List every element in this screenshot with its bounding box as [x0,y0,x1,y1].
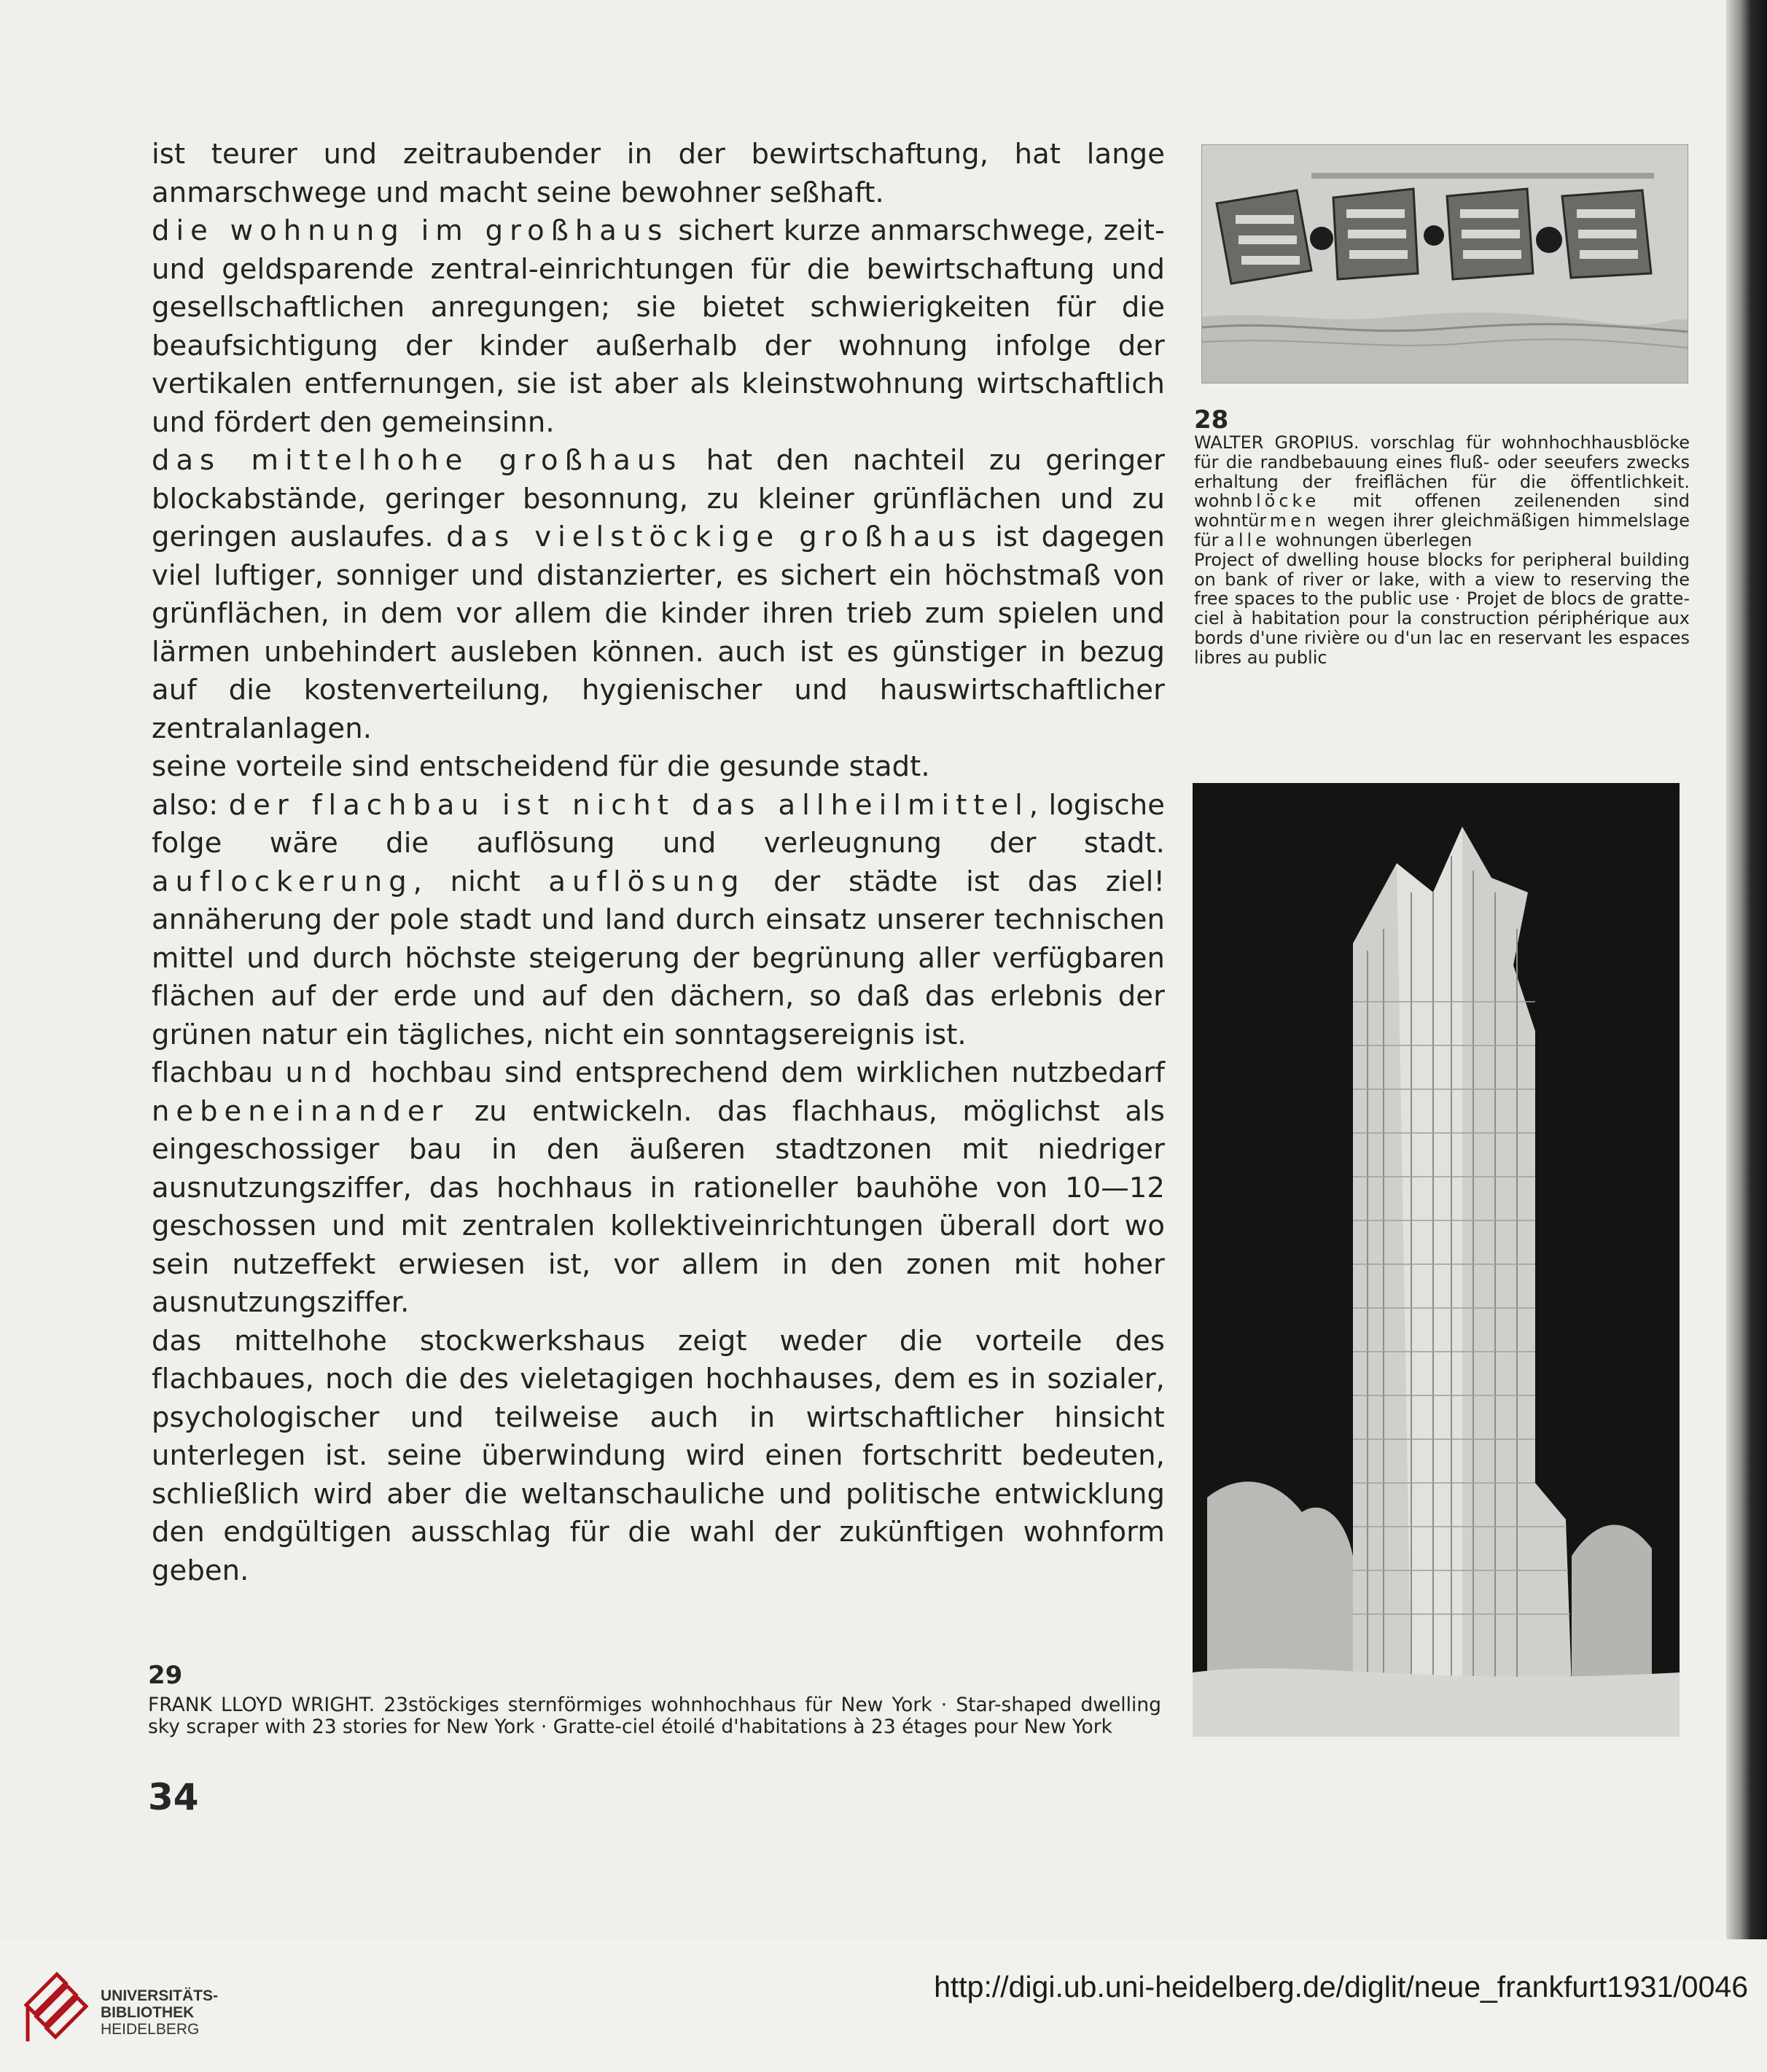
figure-29-caption: FRANK LLOYD WRIGHT. 23stöckiges sternförmiges wohnhochhaus für New York · Star-shaped dwelling sky scraper with 23 stories for New York · Gratte-ciel étoilé d'habitations à 23 étages pour New York [148,1694,1161,1738]
figure-28-caption [1194,433,1690,668]
paragraph: also: der flachbau ist nicht das allheilmittel, logische folge wäre die auflösung und verleugnung der stadt. auflockerung, nicht auflösung der städte ist das ziel! annäherung der pole stadt und land durch einsatz unserer technischen mittel und durch höchste steigerung der begrünung aller verfügbaren flächen auf der erde und auf den dächern, so daß das erlebnis der grünen natur ein tägliches, nicht ein sonntagsereignis ist. [152,788,1165,1051]
library-name: UNIVERSITÄTS- BIBLIOTHEK HEIDELBERG [101,1987,219,2038]
paragraph: seine vorteile sind entscheidend für die gesunde stadt. [152,750,930,783]
spaced-emphasis: das vielstöckige großhaus [446,521,983,553]
gropius-blocks-illustration [1202,145,1688,383]
paragraph: ist teurer und zeitraubender in der bewirtschaftung, hat lange anmarschwege und macht seine bewohner seßhaft. [152,138,1165,209]
spaced-emphasis: die wohnung im großhaus [152,214,669,247]
paragraph: das mittelhohe großhaus hat den nachteil zu geringer blockabstände, geringer besonnung, zu kleiner grünflächen und zu geringen auslaufes. das vielstöckige großhaus ist dagegen viel luftiger, sonniger und distanzierter, es sichert ein höchstmaß von grünflächen, in dem vor allem die kinder ihren trieb zum spielen und lärmen unbehindert ausleben können. auch ist es günstiger in bezug auf die kostenverteilung, hygienischer und hauswirtschaftlicher zentralanlagen. [152,444,1165,745]
university-library-logo-icon [19,1966,99,2046]
spaced-emphasis: und [285,1056,359,1089]
figure-29-number: 29 [148,1661,183,1690]
spaced-emphasis: blöcke [1241,491,1320,512]
paragraph: flachbau und hochbau sind entsprechend dem wirklichen nutzbedarf nebeneinander zu entwickeln. das flachhaus, möglichst als eingeschossiger bau in den äußeren stadtzonen mit niedriger ausnutzungsziffer, das hochhaus in rationeller bauhöhe von 10—12 geschossen und mit zentralen kollektiveinrichtungen überall dort wo sein nutzeffekt erwiesen ist, vor allem in den zonen mit hoher ausnutzungsziffer. [152,1056,1165,1319]
paragraph: die wohnung im großhaus sichert kurze anmarschwege, zeit- und geldsparende zentral-einrichtungen für die bewirtschaftung und gesellschaftlichen anregungen; sie bietet schwierigkeiten für die beaufsichtigung der kinder außerhalb der wohnung infolge der vertikalen entfernungen, sie ist aber als kleinstwohnung wirtschaftlich und fördert den gemeinsinn. [152,214,1166,439]
spaced-emphasis: rmen [1259,510,1320,531]
figure-28-image [1201,144,1688,383]
book-spine-shadow [1726,0,1767,1939]
article-body [152,136,1165,1590]
figure-29-image [1193,783,1680,1737]
caption-german: WALTER GROPIUS. vorschlag für wohnhochhausblöcke für die randbebauung eines fluß- oder seeufers zwecks erhaltung der freiflächen für die öffentlichkeit. wohnblöcke mit offenen zeilenenden sind wohntürmen wegen ihrer gleichmäßigen himmelslage für alle wohnungen überlegen [1194,432,1690,550]
wright-skyscraper-illustration [1193,783,1680,1737]
caption-english-french: Project of dwelling house blocks for peripheral building on bank of river or lake, with a view to reserving the free spaces to the public use · Projet de blocs de gratte-ciel à habitation pour la construction périphérique aux bords d'une rivière ou d'un lac en reservant les espaces libres au public [1194,549,1690,668]
spaced-emphasis: das mittelhohe großhaus [152,444,683,477]
paragraph: das mittelhohe stockwerkshaus zeigt weder die vorteile des flachbaues, noch die des vieletagigen hochhauses, dem es in sozialer, psychologischer und teilweise auch in wirtschaftlicher hinsicht unterlegen ist. seine überwindung wird einen fortschritt bedeuten, schließlich wird aber die weltanschauliche und politische entwicklung den endgültigen ausschlag für die wahl der zukünftigen wohnform geben. [152,1324,1165,1587]
figure-28-number: 28 [1194,405,1229,435]
source-url-link[interactable]: http://digi.ub.uni-heidelberg.de/diglit/neue_frankfurt1931/0046 [934,1970,1748,2003]
spaced-emphasis: alle [1224,529,1270,550]
spaced-emphasis: auflösung [548,865,746,898]
viewer-footer [0,1939,1767,2072]
spaced-emphasis: nebeneinander [152,1094,450,1128]
page-number: 34 [148,1776,199,1818]
spaced-emphasis: auflockerung [152,865,413,898]
spaced-emphasis: der flachbau ist nicht das allheilmittel [228,788,1029,822]
